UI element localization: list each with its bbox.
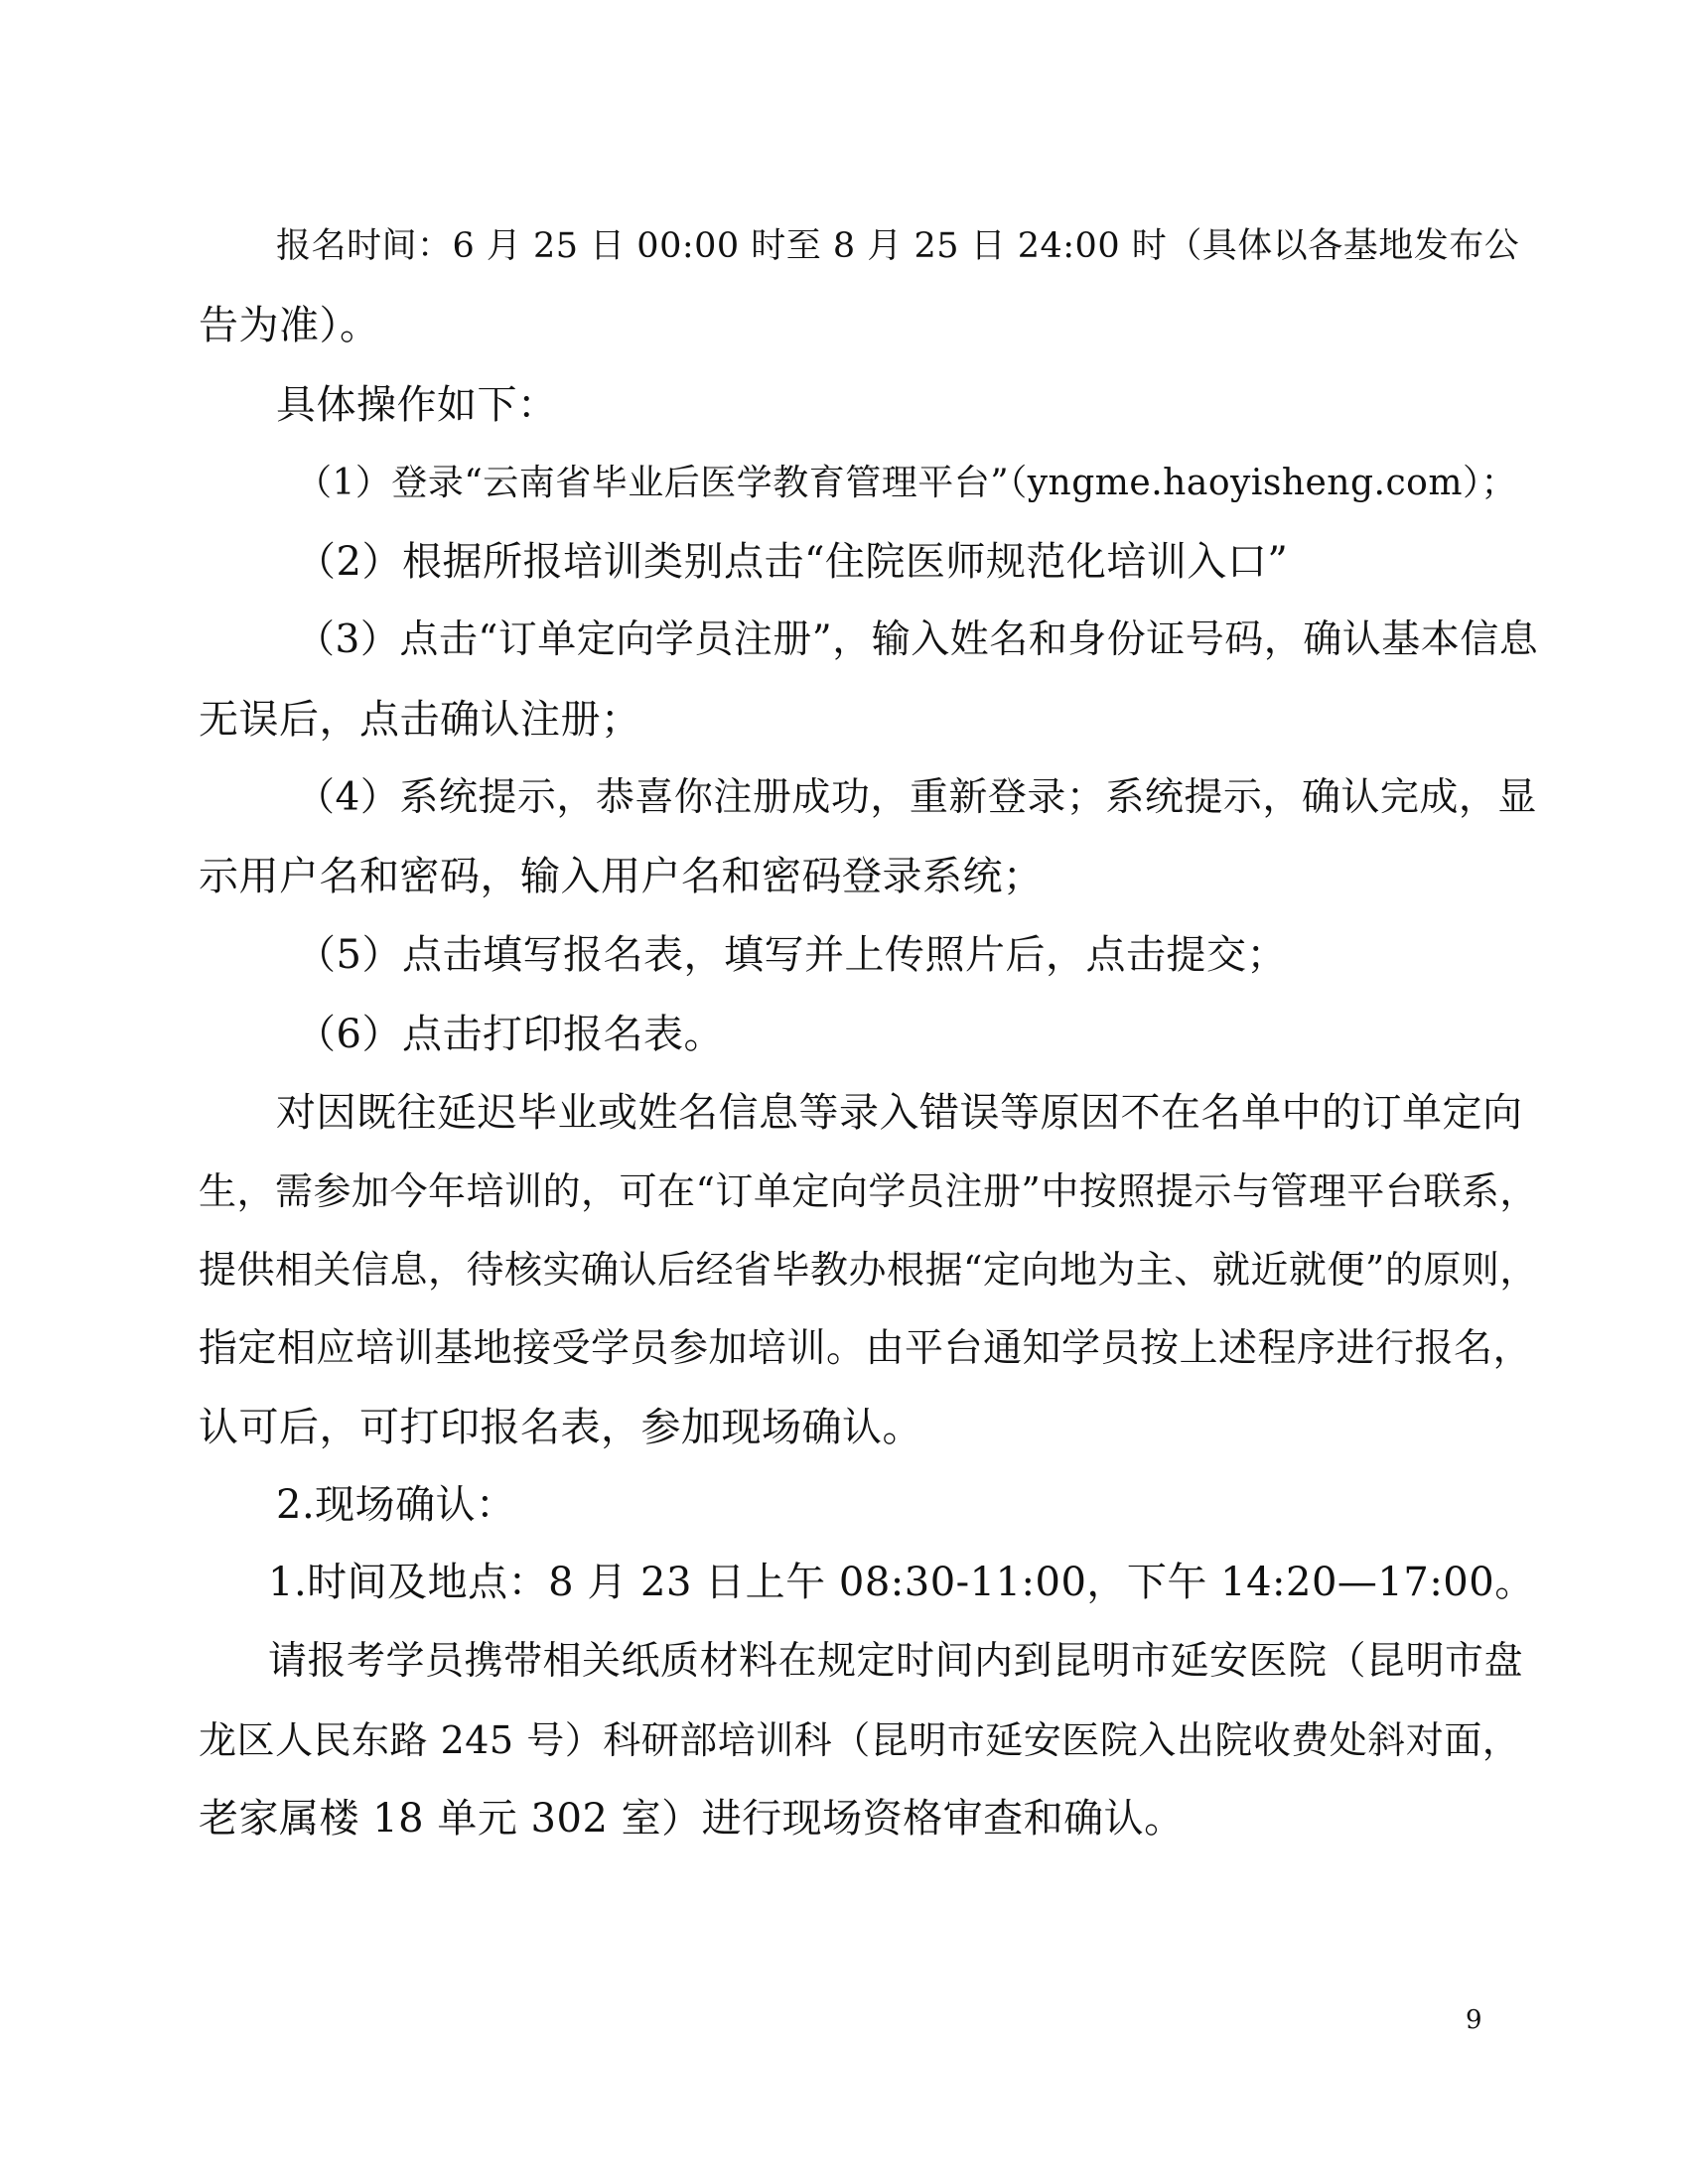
step-3: （3）点击“订单定向学员注册”，输入姓名和身份证号码，确认基本信息 (296, 617, 1539, 662)
step-3-cont: 无误后，点击确认注册； (199, 697, 641, 743)
paragraph-line: 认可后，可打印报名表，参加现场确认。 (199, 1405, 922, 1450)
paragraph-line: 龙区人民东路 245 号）科研部培训科（昆明市延安医院入出院收费处斜对面， (199, 1718, 1521, 1762)
step-4: （4）系统提示，恭喜你注册成功，重新登录；系统提示，确认完成，显 (296, 775, 1537, 820)
page-number: 9 (1466, 2005, 1482, 2035)
paragraph-line: 对因既往延迟毕业或姓名信息等录入错误等原因不在名单中的订单定向 (276, 1090, 1523, 1136)
step-5: （5）点击填写报名表，填写并上传照片后，点击提交； (296, 932, 1287, 978)
paragraph-line: 指定相应培训基地接受学员参加培训。由平台通知学员按上述程序进行报名， (199, 1326, 1533, 1371)
time-location-line: 1.时间及地点：8 月 23 日上午 08:30-11:00，下午 14:20—17:00。 (268, 1560, 1535, 1605)
registration-time-line: 报名时间：6 月 25 日 00:00 时至 8 月 25 日 24:00 时（具体以各基地发布公 (276, 226, 1520, 266)
paragraph-line: 老家属楼 18 单元 302 室）进行现场资格审查和确认。 (199, 1796, 1185, 1842)
registration-time-line-cont: 告为准）。 (199, 303, 380, 348)
steps-heading: 具体操作如下： (276, 382, 558, 428)
step-4-cont: 示用户名和密码，输入用户名和密码登录系统； (199, 854, 1044, 899)
paragraph-line: 提供相关信息，待核实确认后经省毕教办根据“定向地为主、就近就便”的原则， (199, 1248, 1538, 1292)
step-2: （2）根据所报培训类别点击“住院医师规范化培训入口” (296, 539, 1289, 585)
paragraph-line: 生，需参加今年培训的，可在“订单定向学员注册”中按照提示与管理平台联系， (199, 1169, 1538, 1213)
step-6: （6）点击打印报名表。 (296, 1012, 724, 1057)
section-heading: 2.现场确认： (276, 1482, 516, 1528)
paragraph-line: 请报考学员携带相关纸质材料在规定时间内到昆明市延安医院（昆明市盘 (268, 1639, 1524, 1684)
step-1: （1）登录“云南省毕业后医学教育管理平台”（yngme.haoyisheng.com）； (296, 463, 1517, 503)
